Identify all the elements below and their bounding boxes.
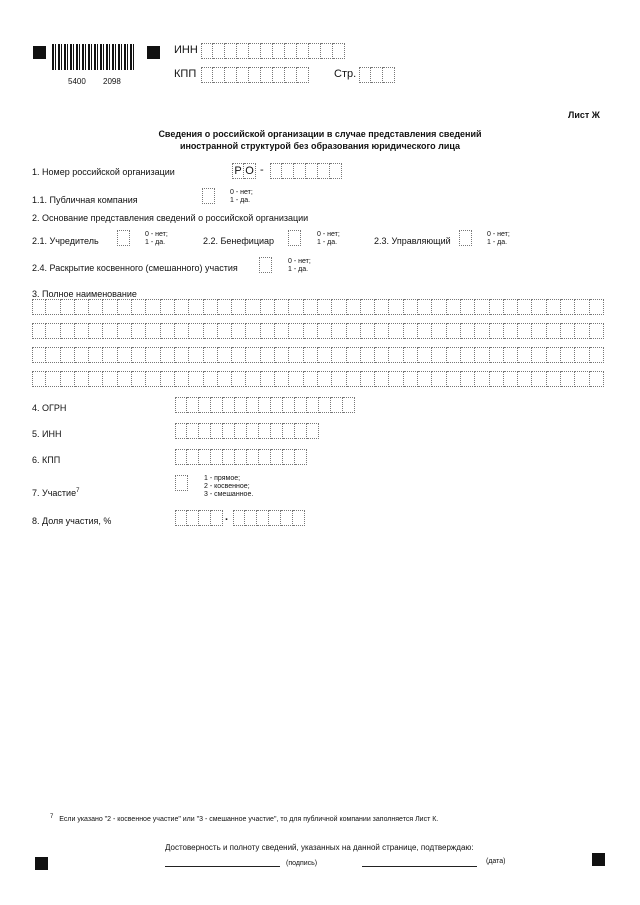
input-cell[interactable] xyxy=(575,323,589,339)
field-6-label: 6. КПП xyxy=(32,455,61,465)
input-cell[interactable] xyxy=(343,397,355,413)
input-cell[interactable] xyxy=(132,299,146,315)
input-cell[interactable] xyxy=(447,371,461,387)
input-cell[interactable] xyxy=(61,371,75,387)
input-cell[interactable] xyxy=(223,423,235,439)
input-cell[interactable] xyxy=(204,371,218,387)
input-cell[interactable] xyxy=(547,347,561,363)
input-cell[interactable] xyxy=(389,371,403,387)
input-cell[interactable] xyxy=(132,323,146,339)
input-cell[interactable] xyxy=(187,423,199,439)
input-cell[interactable] xyxy=(32,323,46,339)
title-line-1: Сведения о российской организации в случае представления сведений xyxy=(158,129,482,139)
input-cell[interactable] xyxy=(318,347,332,363)
input-cell[interactable] xyxy=(361,371,375,387)
input-cell[interactable] xyxy=(532,323,546,339)
input-cell[interactable] xyxy=(418,299,432,315)
input-cell[interactable] xyxy=(46,323,60,339)
signature-label: (подпись) xyxy=(286,860,318,867)
input-cell[interactable] xyxy=(204,323,218,339)
input-cell[interactable] xyxy=(461,323,475,339)
input-cell[interactable] xyxy=(504,347,518,363)
input-cell[interactable] xyxy=(319,397,331,413)
full-name-row[interactable] xyxy=(32,371,604,387)
input-cell[interactable] xyxy=(590,347,604,363)
input-cell[interactable] xyxy=(289,299,303,315)
input-cell[interactable] xyxy=(103,371,117,387)
input-cell[interactable] xyxy=(332,299,346,315)
input-cell[interactable] xyxy=(575,299,589,315)
signature-line[interactable] xyxy=(165,866,280,867)
field-4-label: 4. ОГРН xyxy=(32,403,67,413)
input-cell[interactable] xyxy=(590,371,604,387)
input-cell[interactable] xyxy=(118,371,132,387)
input-cell[interactable] xyxy=(307,423,319,439)
org-number-prefix-cells xyxy=(232,163,256,179)
input-cell[interactable] xyxy=(490,371,504,387)
footnote xyxy=(50,812,438,825)
input-cell[interactable] xyxy=(175,347,189,363)
prefix-letter-2: О xyxy=(244,163,256,179)
field-5-label: 5. ИНН xyxy=(32,429,62,439)
input-cell[interactable] xyxy=(283,449,295,465)
field-1-label: 1. Номер российской организации xyxy=(32,167,175,177)
input-cell[interactable] xyxy=(75,347,89,363)
input-cell[interactable] xyxy=(375,371,389,387)
input-cell[interactable] xyxy=(118,299,132,315)
input-cell[interactable] xyxy=(89,371,103,387)
input-cell[interactable] xyxy=(187,397,199,413)
barcode xyxy=(52,44,134,70)
footnote-text: Если указано "2 - косвенное участие" или "3 - смешанное участие", то для публичной компании заполняется Лист К. xyxy=(59,816,439,824)
input-cell[interactable] xyxy=(504,299,518,315)
input-cell[interactable] xyxy=(118,323,132,339)
corner-marker-bottom-left xyxy=(35,857,48,870)
input-cell[interactable] xyxy=(289,347,303,363)
input-cell[interactable] xyxy=(490,323,504,339)
input-cell[interactable] xyxy=(447,299,461,315)
input-cell[interactable] xyxy=(103,299,117,315)
input-cell[interactable] xyxy=(199,397,211,413)
input-cell[interactable] xyxy=(447,323,461,339)
input-cell[interactable] xyxy=(223,397,235,413)
input-cell[interactable] xyxy=(404,371,418,387)
input-cell[interactable] xyxy=(461,371,475,387)
input-cell[interactable] xyxy=(247,449,259,465)
input-cell[interactable] xyxy=(175,299,189,315)
input-cell[interactable] xyxy=(61,299,75,315)
input-cell[interactable] xyxy=(261,371,275,387)
input-cell[interactable] xyxy=(318,371,332,387)
input-cell[interactable] xyxy=(189,347,203,363)
public-company-cell[interactable] xyxy=(202,188,215,204)
input-cell[interactable] xyxy=(246,323,260,339)
full-name-grid[interactable] xyxy=(32,299,606,387)
kpp-label: КПП xyxy=(174,68,197,80)
input-cell[interactable] xyxy=(389,299,403,315)
input-cell[interactable] xyxy=(199,449,211,465)
input-cell[interactable] xyxy=(404,347,418,363)
input-cell[interactable] xyxy=(189,299,203,315)
input-cell[interactable] xyxy=(475,371,489,387)
input-cell[interactable] xyxy=(259,423,271,439)
input-cell[interactable] xyxy=(307,397,319,413)
field-2-1-label: 2.1. Учредитель xyxy=(32,236,99,246)
input-cell[interactable] xyxy=(146,371,160,387)
input-cell[interactable] xyxy=(261,323,275,339)
input-cell[interactable] xyxy=(518,323,532,339)
input-cell[interactable] xyxy=(475,299,489,315)
input-cell[interactable] xyxy=(32,347,46,363)
input-cell[interactable] xyxy=(347,323,361,339)
input-cell[interactable] xyxy=(204,347,218,363)
participation-options: 1 - прямое; 2 - косвенное; 3 - смешанное. xyxy=(204,475,254,498)
input-cell[interactable] xyxy=(161,347,175,363)
input-cell[interactable] xyxy=(146,323,160,339)
input-cell[interactable] xyxy=(518,347,532,363)
input-cell[interactable] xyxy=(32,299,46,315)
input-cell[interactable] xyxy=(235,397,247,413)
input-cell[interactable] xyxy=(175,323,189,339)
org-number-dash: - xyxy=(260,164,264,176)
input-cell[interactable] xyxy=(361,347,375,363)
input-cell[interactable] xyxy=(375,347,389,363)
input-cell[interactable] xyxy=(432,371,446,387)
input-cell[interactable] xyxy=(199,423,211,439)
ogrn-cells[interactable] xyxy=(175,397,355,413)
input-cell[interactable] xyxy=(295,423,307,439)
input-cell[interactable] xyxy=(89,299,103,315)
input-cell[interactable] xyxy=(259,397,271,413)
sheet-label: Лист Ж xyxy=(568,110,600,120)
input-cell[interactable] xyxy=(235,449,247,465)
field-1-1-label: 1.1. Публичная компания xyxy=(32,195,138,205)
input-cell[interactable] xyxy=(590,299,604,315)
input-cell[interactable] xyxy=(347,371,361,387)
input-cell[interactable] xyxy=(187,449,199,465)
corner-marker-top-right xyxy=(147,46,160,59)
input-cell[interactable] xyxy=(432,323,446,339)
input-cell[interactable] xyxy=(532,347,546,363)
input-cell[interactable] xyxy=(275,371,289,387)
input-cell[interactable] xyxy=(247,423,259,439)
input-cell[interactable] xyxy=(61,347,75,363)
input-cell[interactable] xyxy=(475,347,489,363)
title-line-2: иностранной структурой без образования юридического лица xyxy=(179,141,461,151)
corner-marker-bottom-right xyxy=(592,853,605,866)
input-cell[interactable] xyxy=(318,299,332,315)
input-cell[interactable] xyxy=(61,323,75,339)
input-cell[interactable] xyxy=(132,371,146,387)
manager-options: 0 - нет; 1 - да. xyxy=(487,231,510,246)
field-2-3-label: 2.3. Управляющий xyxy=(374,236,451,246)
field-2-label: 2. Основание представления сведений о российской организации xyxy=(32,213,309,223)
input-cell[interactable] xyxy=(318,323,332,339)
input-cell[interactable] xyxy=(289,323,303,339)
public-company-options: 0 - нет; 1 - да. xyxy=(230,189,253,204)
input-cell[interactable] xyxy=(283,397,295,413)
input-cell[interactable] xyxy=(175,371,189,387)
input-cell[interactable] xyxy=(175,397,187,413)
input-cell[interactable] xyxy=(295,397,307,413)
founder-options: 0 - нет; 1 - да. xyxy=(145,231,168,246)
input-cell[interactable] xyxy=(475,323,489,339)
page-number-cells[interactable] xyxy=(359,67,395,83)
input-cell[interactable] xyxy=(504,323,518,339)
input-cell[interactable] xyxy=(218,347,232,363)
full-name-row[interactable] xyxy=(32,323,604,339)
input-cell[interactable] xyxy=(575,371,589,387)
field-2-4-label: 2.4. Раскрытие косвенного (смешанного) участия xyxy=(32,263,238,273)
input-cell[interactable] xyxy=(246,371,260,387)
kpp-cells[interactable] xyxy=(201,67,309,83)
input-cell[interactable] xyxy=(161,299,175,315)
input-cell[interactable] xyxy=(590,323,604,339)
input-cell[interactable] xyxy=(561,347,575,363)
input-cell[interactable] xyxy=(331,397,343,413)
input-cell[interactable] xyxy=(275,299,289,315)
input-cell[interactable] xyxy=(289,371,303,387)
input-cell[interactable] xyxy=(232,347,246,363)
input-cell[interactable] xyxy=(232,371,246,387)
input-cell[interactable] xyxy=(561,299,575,315)
input-cell[interactable] xyxy=(461,347,475,363)
input-cell[interactable] xyxy=(375,299,389,315)
input-cell[interactable] xyxy=(575,347,589,363)
input-cell[interactable] xyxy=(75,371,89,387)
share-integer-cells[interactable] xyxy=(175,510,223,526)
input-cell[interactable] xyxy=(547,371,561,387)
org-inn-cells[interactable] xyxy=(175,423,319,439)
input-cell[interactable] xyxy=(304,299,318,315)
input-cell[interactable] xyxy=(246,299,260,315)
org-number-cells[interactable] xyxy=(270,163,342,179)
input-cell[interactable] xyxy=(532,299,546,315)
founder-cell[interactable] xyxy=(117,230,130,246)
input-cell[interactable] xyxy=(295,449,307,465)
input-cell[interactable] xyxy=(118,347,132,363)
input-cell[interactable] xyxy=(561,323,575,339)
input-cell[interactable] xyxy=(103,347,117,363)
input-cell[interactable] xyxy=(332,323,346,339)
input-cell[interactable] xyxy=(418,371,432,387)
manager-cell[interactable] xyxy=(459,230,472,246)
input-cell[interactable] xyxy=(103,323,117,339)
input-cell[interactable] xyxy=(332,347,346,363)
barcode-number-right: 2098 xyxy=(103,77,121,86)
input-cell[interactable] xyxy=(304,323,318,339)
beneficiary-cell[interactable] xyxy=(288,230,301,246)
input-cell[interactable] xyxy=(418,347,432,363)
page-label: Стр. xyxy=(334,68,357,80)
input-cell[interactable] xyxy=(271,423,283,439)
input-cell[interactable] xyxy=(235,423,247,439)
corner-marker-top-left xyxy=(33,46,46,59)
full-name-row[interactable] xyxy=(32,299,604,315)
input-cell[interactable] xyxy=(304,371,318,387)
input-cell[interactable] xyxy=(246,347,260,363)
confirmation-text: Достоверность и полноту сведений, указанных на данной странице, подтверждаю: xyxy=(165,843,474,852)
prefix-letter-1: Р xyxy=(232,163,244,179)
input-cell[interactable] xyxy=(547,323,561,339)
input-cell[interactable] xyxy=(211,423,223,439)
input-cell[interactable] xyxy=(218,323,232,339)
input-cell[interactable] xyxy=(146,299,160,315)
input-cell[interactable] xyxy=(361,299,375,315)
org-kpp-cells[interactable] xyxy=(175,449,307,465)
input-cell[interactable] xyxy=(404,299,418,315)
input-cell[interactable] xyxy=(132,347,146,363)
input-cell[interactable] xyxy=(404,323,418,339)
input-cell[interactable] xyxy=(271,449,283,465)
input-cell[interactable] xyxy=(361,323,375,339)
input-cell[interactable] xyxy=(283,423,295,439)
input-cell[interactable] xyxy=(461,299,475,315)
input-cell[interactable] xyxy=(490,299,504,315)
input-cell[interactable] xyxy=(189,371,203,387)
date-line[interactable] xyxy=(362,866,477,867)
input-cell[interactable] xyxy=(89,323,103,339)
field-7-footnote-ref: 7 xyxy=(76,488,80,494)
input-cell[interactable] xyxy=(518,371,532,387)
input-cell[interactable] xyxy=(223,449,235,465)
input-cell[interactable] xyxy=(247,397,259,413)
input-cell[interactable] xyxy=(232,323,246,339)
input-cell[interactable] xyxy=(532,371,546,387)
share-fraction-cells[interactable] xyxy=(233,510,305,526)
input-cell[interactable] xyxy=(304,347,318,363)
input-cell[interactable] xyxy=(275,347,289,363)
inn-cells[interactable] xyxy=(201,43,345,59)
input-cell[interactable] xyxy=(161,371,175,387)
input-cell[interactable] xyxy=(389,347,403,363)
date-label: (дата) xyxy=(486,858,506,865)
barcode-number-left: 5400 xyxy=(68,77,86,86)
field-2-2-label: 2.2. Бенефициар xyxy=(203,236,275,246)
field-7-label xyxy=(32,486,79,499)
input-cell[interactable] xyxy=(46,371,60,387)
input-cell[interactable] xyxy=(447,347,461,363)
input-cell[interactable] xyxy=(175,423,187,439)
input-cell[interactable] xyxy=(211,397,223,413)
input-cell[interactable] xyxy=(75,323,89,339)
footnote-number: 7 xyxy=(50,814,54,820)
indirect-disclosure-cell[interactable] xyxy=(259,257,272,273)
input-cell[interactable] xyxy=(189,323,203,339)
field-8-label: 8. Доля участия, % xyxy=(32,516,112,526)
input-cell[interactable] xyxy=(332,371,346,387)
input-cell[interactable] xyxy=(46,299,60,315)
share-decimal-point: . xyxy=(225,511,229,523)
indirect-disclosure-options: 0 - нет; 1 - да. xyxy=(288,258,311,273)
input-cell[interactable] xyxy=(418,323,432,339)
input-cell[interactable] xyxy=(146,347,160,363)
input-cell[interactable] xyxy=(89,347,103,363)
input-cell[interactable] xyxy=(161,323,175,339)
input-cell[interactable] xyxy=(561,371,575,387)
input-cell[interactable] xyxy=(504,371,518,387)
input-cell[interactable] xyxy=(547,299,561,315)
input-cell[interactable] xyxy=(75,299,89,315)
input-cell[interactable] xyxy=(347,299,361,315)
input-cell[interactable] xyxy=(375,323,389,339)
input-cell[interactable] xyxy=(211,449,223,465)
input-cell[interactable] xyxy=(232,299,246,315)
field-7-text: 7. Участие xyxy=(32,488,77,498)
input-cell[interactable] xyxy=(204,299,218,315)
input-cell[interactable] xyxy=(218,371,232,387)
input-cell[interactable] xyxy=(175,449,187,465)
input-cell[interactable] xyxy=(389,323,403,339)
input-cell[interactable] xyxy=(259,449,271,465)
input-cell[interactable] xyxy=(275,323,289,339)
input-cell[interactable] xyxy=(490,347,504,363)
field-3-label: 3. Полное наименование xyxy=(32,289,137,299)
input-cell[interactable] xyxy=(518,299,532,315)
beneficiary-options: 0 - нет; 1 - да. xyxy=(317,231,340,246)
participation-cell[interactable] xyxy=(175,475,188,491)
inn-label: ИНН xyxy=(174,44,198,56)
input-cell[interactable] xyxy=(32,371,46,387)
input-cell[interactable] xyxy=(432,347,446,363)
full-name-row[interactable] xyxy=(32,347,604,363)
input-cell[interactable] xyxy=(261,299,275,315)
input-cell[interactable] xyxy=(218,299,232,315)
input-cell[interactable] xyxy=(432,299,446,315)
input-cell[interactable] xyxy=(261,347,275,363)
input-cell[interactable] xyxy=(271,397,283,413)
input-cell[interactable] xyxy=(347,347,361,363)
input-cell[interactable] xyxy=(46,347,60,363)
